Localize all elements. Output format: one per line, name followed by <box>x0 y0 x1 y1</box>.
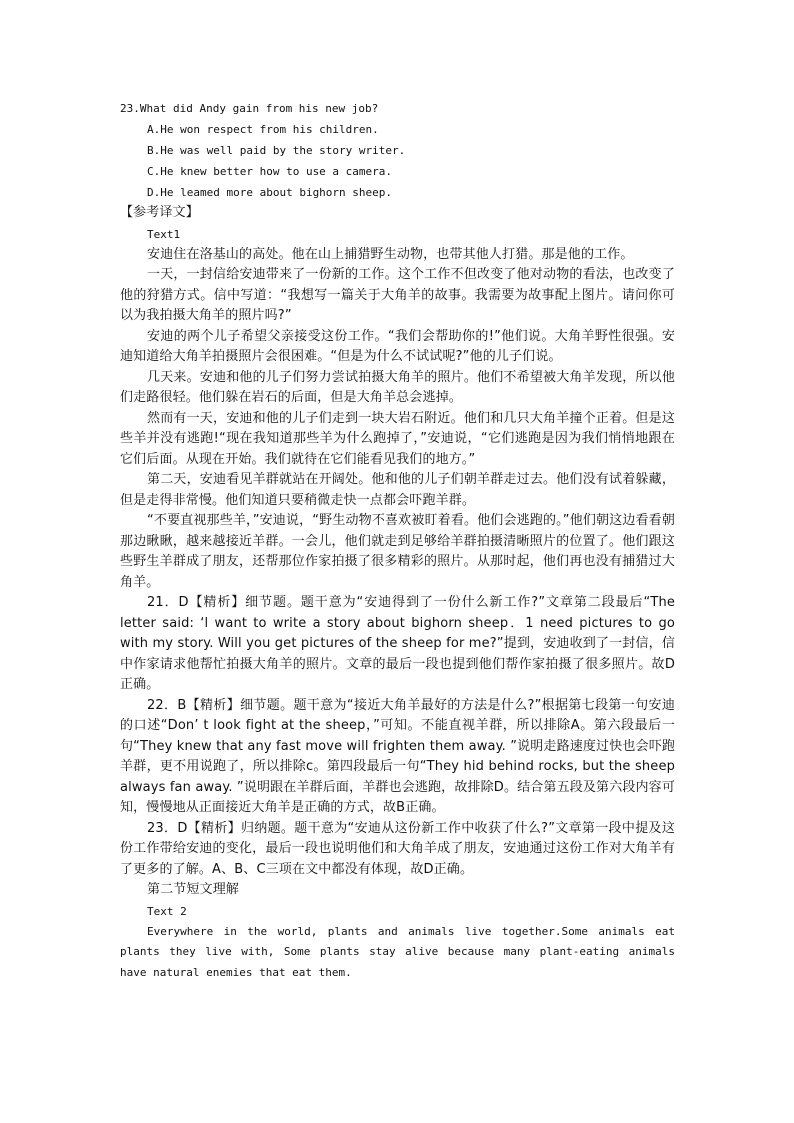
section-2 <box>120 880 675 983</box>
translation-paragraph: 然而有一天，安迪和他的儿子们走到一块大岩石附近。他们和几只大角羊撞个正着。但是这些羊并没有逃跑!“现在我知道那些羊为什么跑掉了，”安迪说，“它们逃跑是因为我们悄悄地跟在它们后面。从现在开始。我们就待在它们能看见我们的地方。” <box>120 410 675 467</box>
translation-paragraph: 几天来。安迪和他的儿子们努力尝试拍摄大角羊的照片。他们不希望被大角羊发现，所以他们走路很轻。他们躲在岩石的后面，但是大角羊总会逃掉。 <box>120 369 675 405</box>
translation-paragraph: 一天，一封信给安迪带来了一份新的工作。这个工作不但改变了他对动物的看法，也改变了他的狩猎方式。信中写道：“我想写一篇关于大角羊的故事。我需要为故事配上图片。请问你可以为我拍摄大角羊的照片吗?” <box>120 267 675 323</box>
document-page <box>120 98 675 983</box>
analysis-paragraph: 21．D【精析】细节题。题干意为“安迪得到了一份什么新工作?”文章第二段最后“The letter said: ‘l want to write a story about bighorn sheep．1 need pictures to go with my story. Will you get pictures of the sheep for me?”提到，安迪收到了一封信，信中作家请求他帮忙拍摄大角羊的照片。文章的最后一段也提到他们帮作家拍摄了很多照片。故D正确。 <box>120 595 675 692</box>
text1-label: Text1 <box>147 227 181 241</box>
question-stem: 23.What did Andy gain from his new job? <box>120 102 379 115</box>
translation-heading: 【参考译文】 <box>120 205 199 220</box>
question-23 <box>120 98 675 203</box>
section-heading: 第二节短文理解 <box>147 882 240 897</box>
translation-paragraph: 安迪住在洛基山的高处。他在山上捕猎野生动物，也带其他人打猎。那是他的工作。 <box>147 246 634 262</box>
translation-paragraph: 安迪的两个儿子希望父亲接受这份工作。“我们会帮助你的!”他们说。大角羊野性很强。安迪知道给大角羊拍摄照片会很困难。“但是为什么不试试呢?”他的儿子们说。 <box>120 328 675 364</box>
analysis-paragraph: 23．D【精析】归纳题。题干意为“安迪从这份新工作中收获了什么?”文章第一段中提及这份工作带给安迪的变化，最后一段也说明他们和大角羊成了朋友，安迪通过这份工作对大角羊有了更多的了解。A、B、C三项在文中都没有体现，故D正确。 <box>120 820 675 877</box>
translation-section <box>120 203 675 593</box>
option-d: D.He leamed more about bighorn sheep. <box>147 186 393 199</box>
translation-paragraph: “不要直视那些羊，”安迪说，“野生动物不喜欢被盯着看。他们会逃跑的。”他们朝这边看看朝那边瞅瞅，越来越接近羊群。一会儿，他们就走到足够给羊群拍摄清晰照片的位置了。他们跟这些野生羊群成了朋友，还帮那位作家拍摄了很多精彩的照片。从那时起，他们再也没有捕猎过大角羊。 <box>120 513 675 590</box>
option-b: B.He was well paid by the story writer. <box>147 144 406 157</box>
analysis-paragraph: 22．B【精析】细节题。题干意为“接近大角羊最好的方法是什么?”根据第七段第一句安迪的口述“Don’ t look fight at the sheep，”可知。不能直视羊群，所以排除A。第六段最后一句“They knew that any fast move will frighten them away. ”说明走路速度过快也会吓跑羊群，更不用说跑了，所以排除c。第四段最后一句“They hid behind rocks, but the sheep always fan away. ”说明跟在羊群后面，羊群也会逃跑，故排除D。结合第五段及第六段内容可知，慢慢地从正面接近大角羊是正确的方式，故B正确。 <box>120 697 675 815</box>
option-a: A.He won respect from his children. <box>147 123 379 136</box>
text2-label: Text 2 <box>147 904 187 918</box>
text2-paragraph: Everywhere in the world, plants and animals live together.Some animals eat plants they live with, Some plants stay alive because many plant-eating animals have natural enemies that eat them. <box>120 924 675 979</box>
analysis-section <box>120 593 675 880</box>
option-c: C.He knew better how to use a camera. <box>147 165 393 178</box>
translation-paragraph: 第二天，安迪看见羊群就站在开阔处。他和他的儿子们朝羊群走过去。他们没有试着躲藏，但是走得非常慢。他们知道只要稍微走快一点都会吓跑羊群。 <box>120 472 675 508</box>
